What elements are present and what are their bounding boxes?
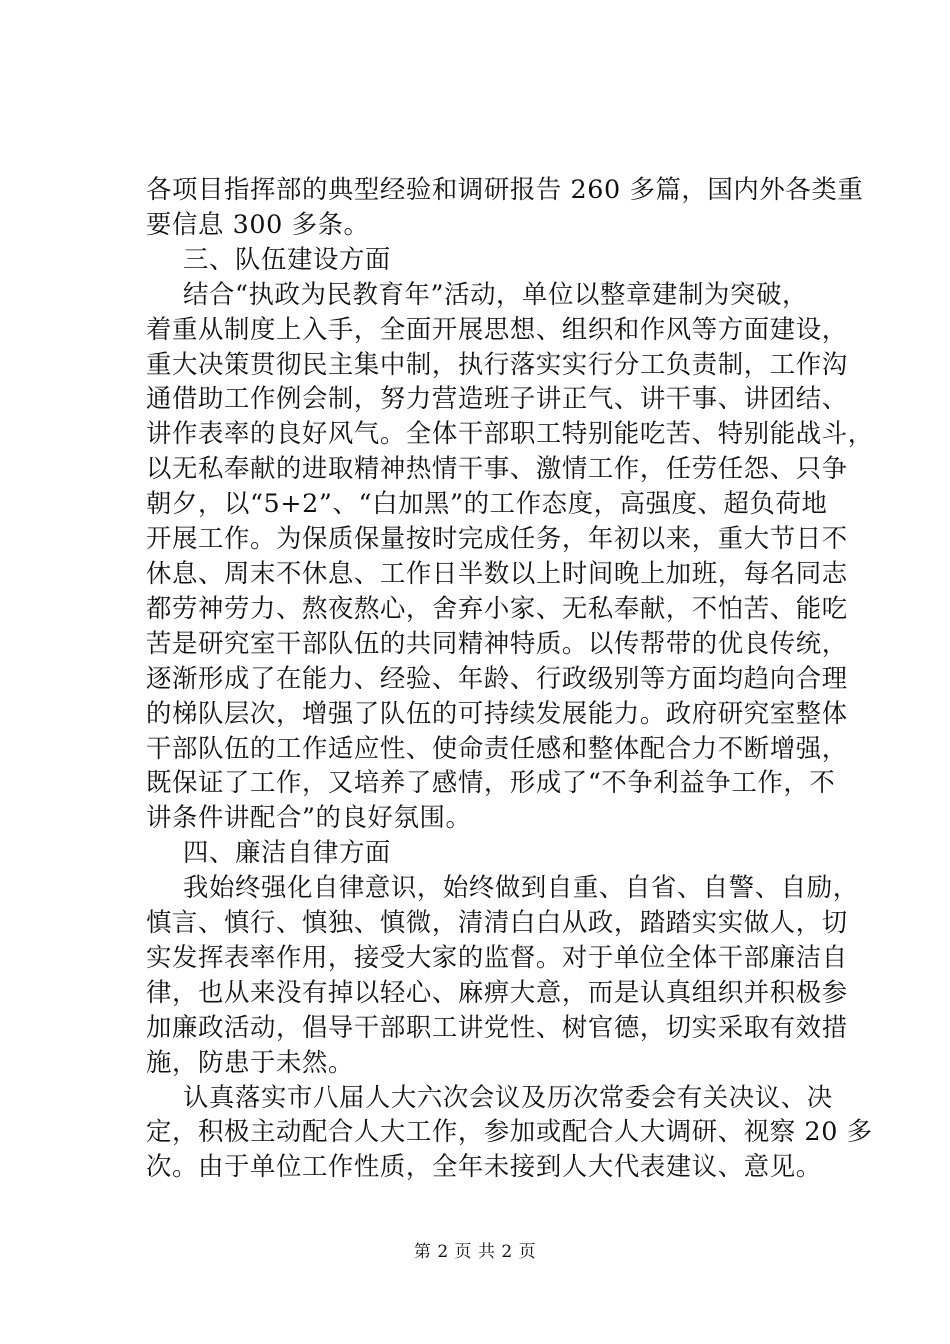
text-line: 干部队伍的工作适应性、使命责任感和整体配合力不断增强， (146, 732, 848, 763)
text-line: 苦是研究室干部队伍的共同精神特质。以传帮带的优良传统， (146, 627, 848, 658)
text-line: 慎言、慎行、慎独、慎微，清清白白从政，踏踏实实做人，切 (146, 907, 848, 938)
text-line: 我始终强化自律意识，始终做到自重、自省、自警、自励， (183, 872, 859, 903)
text-line: 实发挥表率作用，接受大家的监督。对于单位全体干部廉洁自 (146, 941, 848, 972)
text-line: 休息、周末不休息、工作日半数以上时间晚上加班，每名同志 (146, 557, 848, 588)
text-line: 朝夕，以“5+2”、“白加黑”的工作态度，高强度、超负荷地 (146, 488, 828, 519)
text-line: 既保证了工作，又培养了感情，形成了“不争利益争工作，不 (146, 767, 836, 798)
text-line: 认真落实市八届人大六次会议及历次常委会有关决议、决 (183, 1081, 833, 1112)
text-line: 开展工作。为保质保量按时完成任务，年初以来，重大节日不 (146, 523, 848, 554)
section-heading-team-building: 三、队伍建设方面 (183, 243, 391, 274)
text-line: 施，防患于未然。 (146, 1046, 354, 1077)
text-line: 加廉政活动，倡导干部职工讲党性、树官德，切实采取有效措 (146, 1011, 848, 1042)
text-line: 重大决策贯彻民主集中制，执行落实实行分工负责制，工作沟 (146, 348, 848, 379)
text-line: 讲作表率的良好风气。全体干部职工特别能吃苦、特别能战斗， (146, 418, 874, 449)
text-line: 以无私奉献的进取精神热情干事、激情工作，任劳任怨、只争 (146, 453, 848, 484)
document-body (146, 172, 874, 1184)
text-line: 各项目指挥部的典型经验和调研报告 260 多篇，国内外各类重 (146, 174, 864, 204)
text-line: 次。由于单位工作性质，全年未接到人大代表建议、意见。 (146, 1151, 822, 1182)
page-number-footer: 第 2 页 共 2 页 (413, 1242, 537, 1262)
text-line: 通借助工作例会制，努力营造班子讲正气、讲干事、讲团结、 (146, 383, 848, 414)
text-line: 的梯队层次，增强了队伍的可持续发展能力。政府研究室整体 (146, 697, 848, 728)
text-line: 要信息 300 多条。 (146, 208, 370, 239)
text-line: 都劳神劳力、熬夜熬心，舍弃小家、无私奉献，不怕苦、能吃 (146, 592, 848, 623)
text-line: 着重从制度上入手，全面开展思想、组织和作风等方面建设， (146, 313, 848, 344)
text-line: 律，也从来没有掉以轻心、麻痹大意，而是认真组织并积极参 (146, 976, 848, 1007)
section-heading-integrity: 四、廉洁自律方面 (183, 837, 391, 868)
text-line: 结合“执政为民教育年”活动，单位以整章建制为突破， (183, 278, 808, 309)
text-line: 讲条件讲配合”的良好氛围。 (146, 802, 472, 833)
text-line: 定，积极主动配合人大工作，参加或配合人大调研、视察 20 多 (146, 1116, 873, 1147)
text-line: 逐渐形成了在能力、经验、年龄、行政级别等方面均趋向合理 (146, 662, 848, 693)
